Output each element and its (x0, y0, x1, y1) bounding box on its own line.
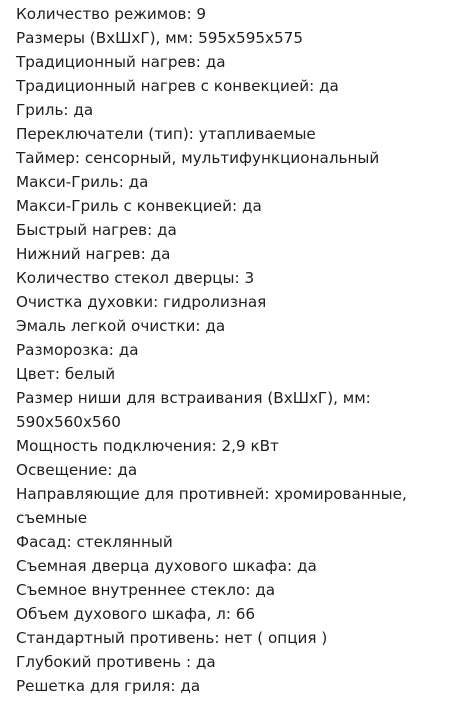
spec-maxi-grill: Макси-Гриль: да (16, 173, 149, 191)
spec-connection-power: Мощность подключения: 2,9 кВт (16, 437, 279, 455)
spec-traditional-convection: Традиционный нагрев с конвекцией: да (16, 77, 339, 95)
spec-tray-guides-continued: съемные (16, 509, 88, 527)
spec-lighting: Освещение: да (16, 461, 138, 479)
spec-deep-tray: Глубокий противень : да (16, 653, 216, 671)
spec-door-glass-count: Количество стекол дверцы: 3 (16, 269, 255, 287)
spec-timer: Таймер: сенсорный, мультифункциональный (16, 149, 380, 167)
spec-removable-door: Съемная дверца духового шкафа: да (16, 557, 317, 575)
spec-oven-volume: Объем духового шкафа, л: 66 (16, 605, 256, 623)
spec-defrost: Разморозка: да (16, 341, 139, 359)
spec-grill-rack: Решетка для гриля: да (16, 677, 201, 695)
spec-fast-heating: Быстрый нагрев: да (16, 221, 177, 239)
spec-mode-count: Количество режимов: 9 (16, 5, 207, 23)
spec-grill: Гриль: да (16, 101, 94, 119)
spec-list (16, 2, 466, 698)
spec-niche-size-value: 590х560х560 (16, 413, 121, 431)
spec-standard-tray: Стандартный противень: нет ( опция ) (16, 629, 328, 647)
spec-maxi-grill-convection: Макси-Гриль с конвекцией: да (16, 197, 262, 215)
spec-traditional-heating: Традиционный нагрев: да (16, 53, 226, 71)
spec-oven-cleaning: Очистка духовки: гидролизная (16, 293, 267, 311)
spec-removable-inner-glass: Съемное внутреннее стекло: да (16, 581, 276, 599)
spec-niche-size-label: Размер ниши для встраивания (ВхШхГ), мм: (16, 389, 371, 407)
spec-facade: Фасад: стеклянный (16, 533, 173, 551)
spec-switch-type: Переключатели (тип): утапливаемые (16, 125, 316, 143)
spec-color: Цвет: белый (16, 365, 116, 383)
spec-easy-clean-enamel: Эмаль легкой очистки: да (16, 317, 226, 335)
spec-tray-guides: Направляющие для противней: хромированные, (16, 485, 407, 503)
spec-bottom-heating: Нижний нагрев: да (16, 245, 171, 263)
spec-dimensions: Размеры (ВхШхГ), мм: 595х595х575 (16, 29, 304, 47)
